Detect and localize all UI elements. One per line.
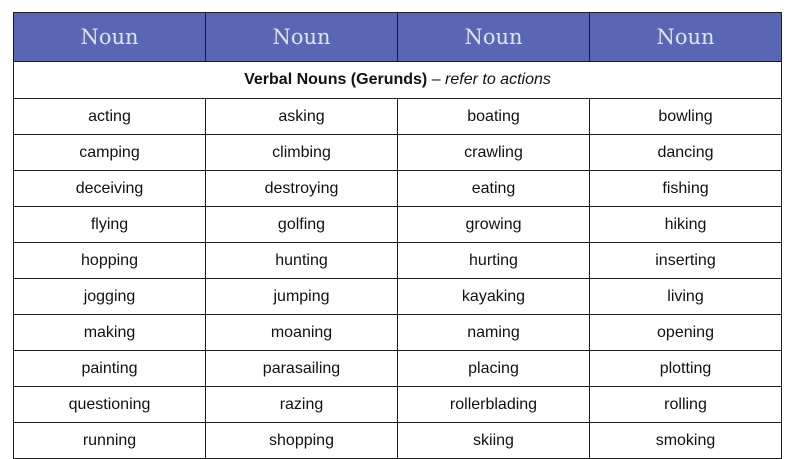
column-header: Noun [206, 13, 398, 62]
subtitle-cell [14, 62, 782, 99]
table-cell: inserting [590, 243, 782, 279]
table-cell: naming [398, 315, 590, 351]
table-row [14, 279, 782, 315]
table-cell: hopping [14, 243, 206, 279]
column-header: Noun [14, 13, 206, 62]
table-row [14, 99, 782, 135]
table-cell: razing [206, 387, 398, 423]
table-cell: asking [206, 99, 398, 135]
table-cell: hunting [206, 243, 398, 279]
table-cell: camping [14, 135, 206, 171]
table-cell: fishing [590, 171, 782, 207]
table-cell: acting [14, 99, 206, 135]
table-cell: hurting [398, 243, 590, 279]
subtitle-note: refer to actions [445, 71, 551, 88]
table-cell: moaning [206, 315, 398, 351]
table-cell: bowling [590, 99, 782, 135]
subtitle-title: Verbal Nouns (Gerunds) [244, 71, 428, 88]
table-cell: parasailing [206, 351, 398, 387]
table-cell: opening [590, 315, 782, 351]
table-row [14, 207, 782, 243]
table-header [14, 13, 782, 62]
table-cell: dancing [590, 135, 782, 171]
table-cell: hiking [590, 207, 782, 243]
table-cell: golfing [206, 207, 398, 243]
table-cell: climbing [206, 135, 398, 171]
table-cell: running [14, 423, 206, 459]
table-cell: rollerblading [398, 387, 590, 423]
table-row [14, 243, 782, 279]
table-cell: jogging [14, 279, 206, 315]
table-row [14, 135, 782, 171]
table-cell: painting [14, 351, 206, 387]
table-row [14, 351, 782, 387]
table-cell: smoking [590, 423, 782, 459]
table-cell: questioning [14, 387, 206, 423]
table-cell: eating [398, 171, 590, 207]
table-cell: placing [398, 351, 590, 387]
table-cell: skiing [398, 423, 590, 459]
subtitle-row [14, 62, 782, 99]
table-cell: rolling [590, 387, 782, 423]
column-header: Noun [398, 13, 590, 62]
table-cell: plotting [590, 351, 782, 387]
table-body [14, 62, 782, 459]
table-row [14, 423, 782, 459]
header-row [14, 13, 782, 62]
table-cell: growing [398, 207, 590, 243]
table-cell: crawling [398, 135, 590, 171]
column-header: Noun [590, 13, 782, 62]
table-cell: boating [398, 99, 590, 135]
table-cell: living [590, 279, 782, 315]
gerund-table [13, 12, 782, 459]
table-cell: kayaking [398, 279, 590, 315]
gerund-table-container [13, 12, 782, 459]
table-cell: deceiving [14, 171, 206, 207]
subtitle-separator: – [427, 71, 446, 88]
table-row [14, 387, 782, 423]
table-cell: making [14, 315, 206, 351]
table-cell: flying [14, 207, 206, 243]
table-cell: destroying [206, 171, 398, 207]
table-row [14, 171, 782, 207]
table-cell: shopping [206, 423, 398, 459]
table-row [14, 315, 782, 351]
table-cell: jumping [206, 279, 398, 315]
